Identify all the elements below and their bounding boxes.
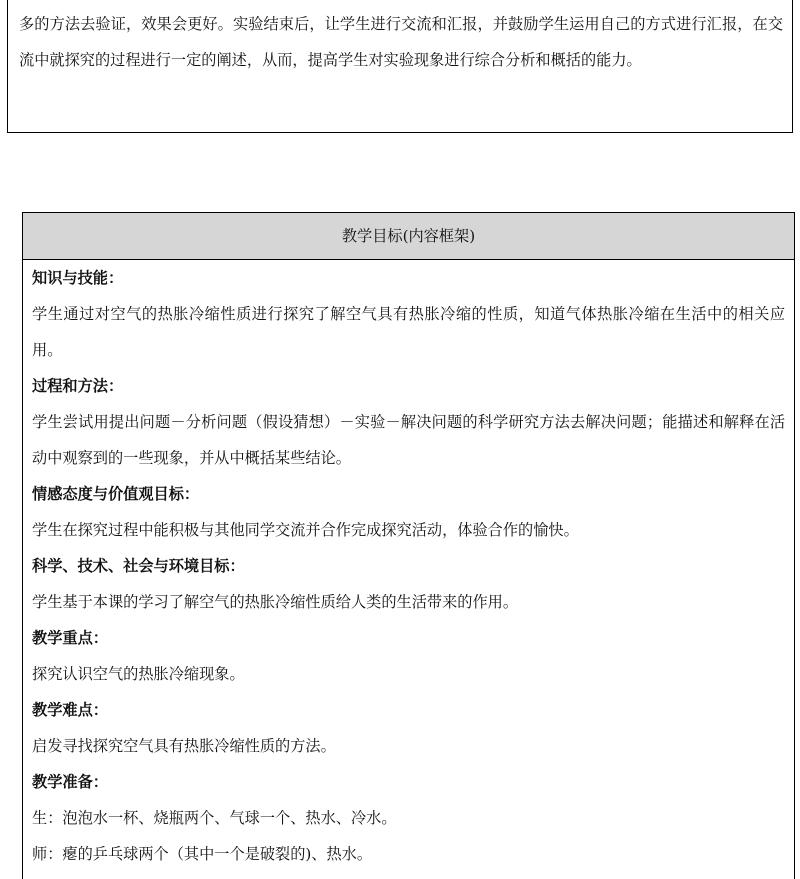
preparation-student: 生：泡泡水一杯、烧瓶两个、气球一个、热水、冷水。 [32, 809, 397, 827]
table-header: 教学目标(内容框架) [23, 213, 794, 260]
section-text-knowledge: 学生通过对空气的热胀冷缩性质进行探究了解空气具有热胀冷缩的性质，知道气体热胀冷缩在生活中的相关应用。 [32, 305, 785, 359]
preparation-teacher: 师：瘪的乒乓球两个（其中一个是破裂的)、热水。 [32, 845, 373, 863]
section-heading-key-point: 教学重点： [32, 629, 108, 647]
section-text-key-point: 探究认识空气的热胀冷缩现象。 [32, 665, 245, 683]
section-text-sts: 学生基于本课的学习了解空气的热胀冷缩性质给人类的生活带来的作用。 [32, 593, 518, 611]
section-heading-difficulty: 教学难点： [32, 701, 108, 719]
section-text-difficulty: 启发寻找探究空气具有热胀冷缩性质的方法。 [32, 737, 336, 755]
teaching-goals-table [22, 212, 795, 879]
section-heading-attitude: 情感态度与价值观目标： [32, 485, 200, 503]
table-body [23, 260, 794, 872]
section-heading-process: 过程和方法： [32, 377, 124, 395]
section-text-process: 学生尝试用提出问题－分析问题（假设猜想）－实验－解决问题的科学研究方法去解决问题；能描述和解释在活动中观察到的一些现象，并从中概括某些结论。 [32, 413, 785, 467]
section-text-attitude: 学生在探究过程中能积极与其他同学交流并合作完成探究活动，体验合作的愉快。 [32, 521, 579, 539]
intro-box [7, 0, 793, 133]
section-heading-sts: 科学、技术、社会与环境目标： [32, 557, 245, 575]
section-heading-preparation: 教学准备： [32, 773, 108, 791]
section-heading-knowledge: 知识与技能： [32, 269, 124, 287]
intro-paragraph: 多的方法去验证，效果会更好。实验结束后，让学生进行交流和汇报，并鼓励学生运用自己的方式进行汇报，在交流中就探究的过程进行一定的阐述，从而，提高学生对实验现象进行综合分析和概括的能力。 [19, 15, 783, 69]
